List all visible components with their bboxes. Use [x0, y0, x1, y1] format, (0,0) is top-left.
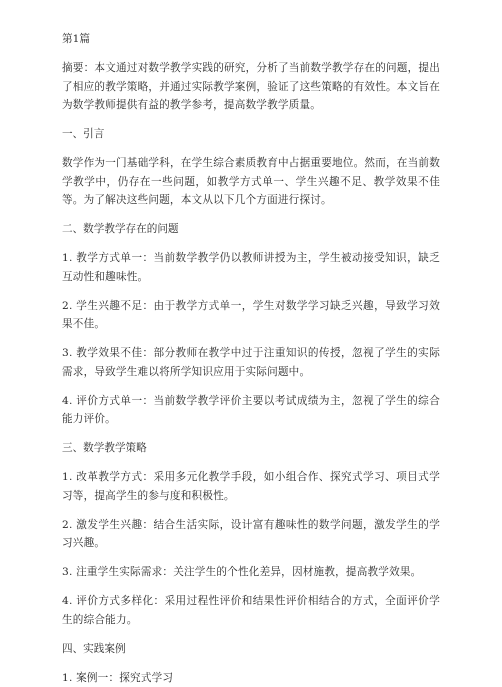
- strategy-item-2: 2. 激发学生兴趣：结合生活实际，设计富有趣味性的数学问题，激发学生的学习兴趣。: [62, 516, 440, 553]
- part-label: 第1篇: [62, 30, 440, 49]
- section-heading-strategies: 三、数学教学策略: [62, 439, 440, 458]
- strategy-item-1: 1. 改革教学方式：采用多元化教学手段，如小组合作、探究式学习、项目式学习等，提高学生的参与度和积极性。: [62, 468, 440, 505]
- problem-item-3: 3. 教学效果不佳：部分教师在教学中过于注重知识的传授，忽视了学生的实际需求，导致学生难以将所学知识应用于实际问题中。: [62, 344, 440, 381]
- strategy-item-4: 4. 评价方式多样化：采用过程性评价和结果性评价相结合的方式，全面评价学生的综合能力。: [62, 592, 440, 629]
- abstract: 摘要：本文通过对数学教学实践的研究，分析了当前数学教学存在的问题，提出了相应的教学策略，并通过实际教学案例，验证了这些策略的有效性。本文旨在为数学教师提供有益的教学参考，提高数学教学质量。: [62, 59, 440, 115]
- problem-item-4: 4. 评价方式单一：当前数学教学评价主要以考试成绩为主，忽视了学生的综合能力评价。: [62, 392, 440, 429]
- strategy-item-3: 3. 注重学生实际需求：关注学生的个性化差异，因材施教，提高教学效果。: [62, 563, 440, 582]
- intro-paragraph: 数学作为一门基础学科，在学生综合素质教育中占据重要地位。然而，在当前数学教学中，仍存在一些问题，如教学方式单一、学生兴趣不足、教学效果不佳等。为了解决这些问题，本文从以下几个方面进行探讨。: [62, 154, 440, 210]
- problem-item-2: 2. 学生兴趣不足：由于教学方式单一，学生对数学学习缺乏兴趣，导致学习效果不佳。: [62, 297, 440, 334]
- problem-item-1: 1. 教学方式单一：当前数学教学仍以教师讲授为主，学生被动接受知识，缺乏互动性和趣味性。: [62, 249, 440, 286]
- section-heading-cases: 四、实践案例: [62, 640, 440, 659]
- section-heading-intro: 一、引言: [62, 125, 440, 144]
- case-item-1: 1. 案例一：探究式学习: [62, 669, 440, 687]
- section-heading-problems: 二、数学教学存在的问题: [62, 220, 440, 239]
